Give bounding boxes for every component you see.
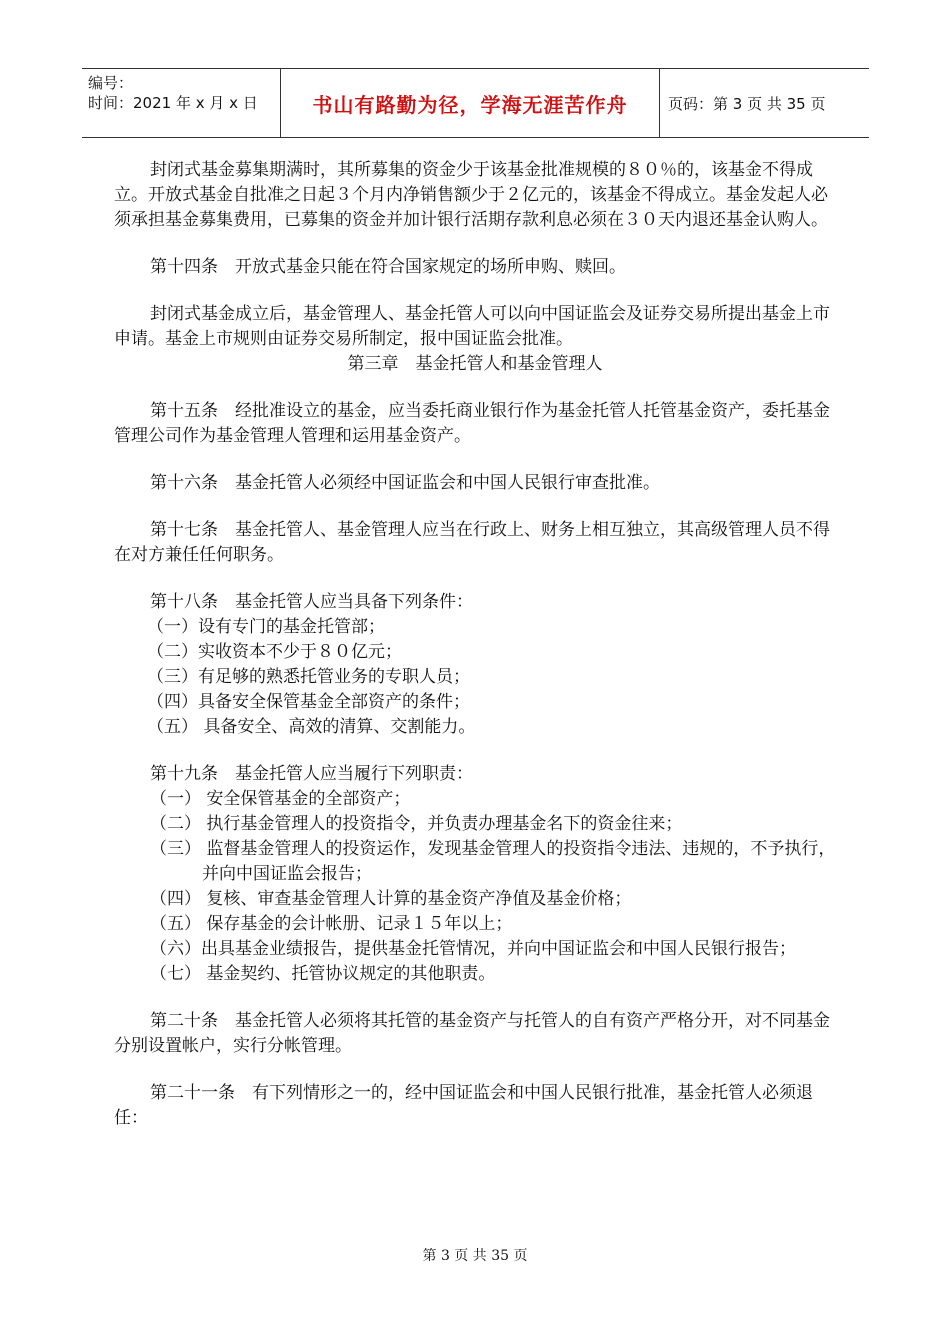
article-17: 第十七条 基金托管人、基金管理人应当在行政上、财务上相互独立，其高级管理人员不得在对方兼任任何职务。: [114, 520, 830, 565]
list-item: （五） 具备安全、高效的清算、交割能力。: [147, 717, 476, 737]
list-item: （三）有足够的熟悉托管业务的专职人员；: [147, 667, 470, 687]
article-21: 第二十一条 有下列情形之一的，经中国证监会和中国人民银行批准，基金托管人必须退任：: [114, 1083, 813, 1128]
article-14: 第十四条 开放式基金只能在符合国家规定的场所申购、赎回。: [150, 257, 626, 277]
page-header: [82, 68, 869, 138]
list-item: （二） 执行基金管理人的投资指令，并负责办理基金名下的资金往来；: [150, 814, 683, 834]
list-item: （六）出具基金业绩报告，提供基金托管情况，并向中国证监会和中国人民银行报告；: [150, 939, 796, 959]
paragraph: 封闭式基金成立后，基金管理人、基金托管人可以向中国证监会及证券交易所提出基金上市申请。基金上市规则由证券交易所制定，报中国证监会批准。: [114, 304, 830, 349]
list-item: （七） 基金契约、托管协议规定的其他职责。: [150, 964, 496, 984]
article-15: 第十五条 经批准设立的基金，应当委托商业银行作为基金托管人托管基金资产，委托基金管理公司作为基金管理人管理和运用基金资产。: [114, 401, 830, 446]
list-item: （一）设有专门的基金托管部；: [147, 617, 385, 637]
list-item: （二）实收资本不少于８０亿元；: [147, 642, 402, 662]
paragraph: 封闭式基金募集期满时，其所募集的资金少于该基金批准规模的８０％的，该基金不得成立。开放式基金自批准之日起３个月内净销售额少于２亿元的，该基金不得成立。基金发起人必须承担基金募集费用，已募集的资金并加计银行活期存款利息必须在３０天内退还基金认购人。: [114, 160, 828, 230]
page-footer: 第 3 页 共 35 页: [422, 1248, 528, 1264]
document-number-label: 编号：: [88, 74, 134, 92]
document-body: [114, 158, 836, 1131]
list-item: （五） 保存基金的会计帐册、记录１５年以上；: [150, 914, 513, 934]
header-meta: [82, 69, 281, 137]
article-20: 第二十条 基金托管人必须将其托管的基金资产与托管人的自有资产严格分开，对不同基金分别设置帐户，实行分帐管理。: [114, 1011, 830, 1056]
list-item: （一） 安全保管基金的全部资产；: [150, 789, 411, 809]
list-item: （四）具备安全保管基金全部资产的条件；: [147, 692, 470, 712]
chapter-heading: 第三章 基金托管人和基金管理人: [347, 354, 603, 374]
header-motto: 书山有路勤为径，学海无涯苦作舟: [281, 69, 660, 137]
article-16: 第十六条 基金托管人必须经中国证监会和中国人民银行审查批准。: [150, 473, 660, 493]
article-18: 第十八条 基金托管人应当具备下列条件：: [150, 592, 473, 612]
article-19: 第十九条 基金托管人应当履行下列职责：: [150, 764, 473, 784]
header-page-info: 页码：第 3 页 共 35 页: [668, 94, 826, 113]
list-item: （三） 监督基金管理人的投资运作，发现基金管理人的投资指令违法、违规的，不予执行，并向中国证监会报告；: [150, 839, 836, 884]
list-item: （四） 复核、审查基金管理人计算的基金资产净值及基金价格；: [150, 889, 632, 909]
document-time: 时间：2021 年 x 月 x 日: [88, 94, 258, 112]
